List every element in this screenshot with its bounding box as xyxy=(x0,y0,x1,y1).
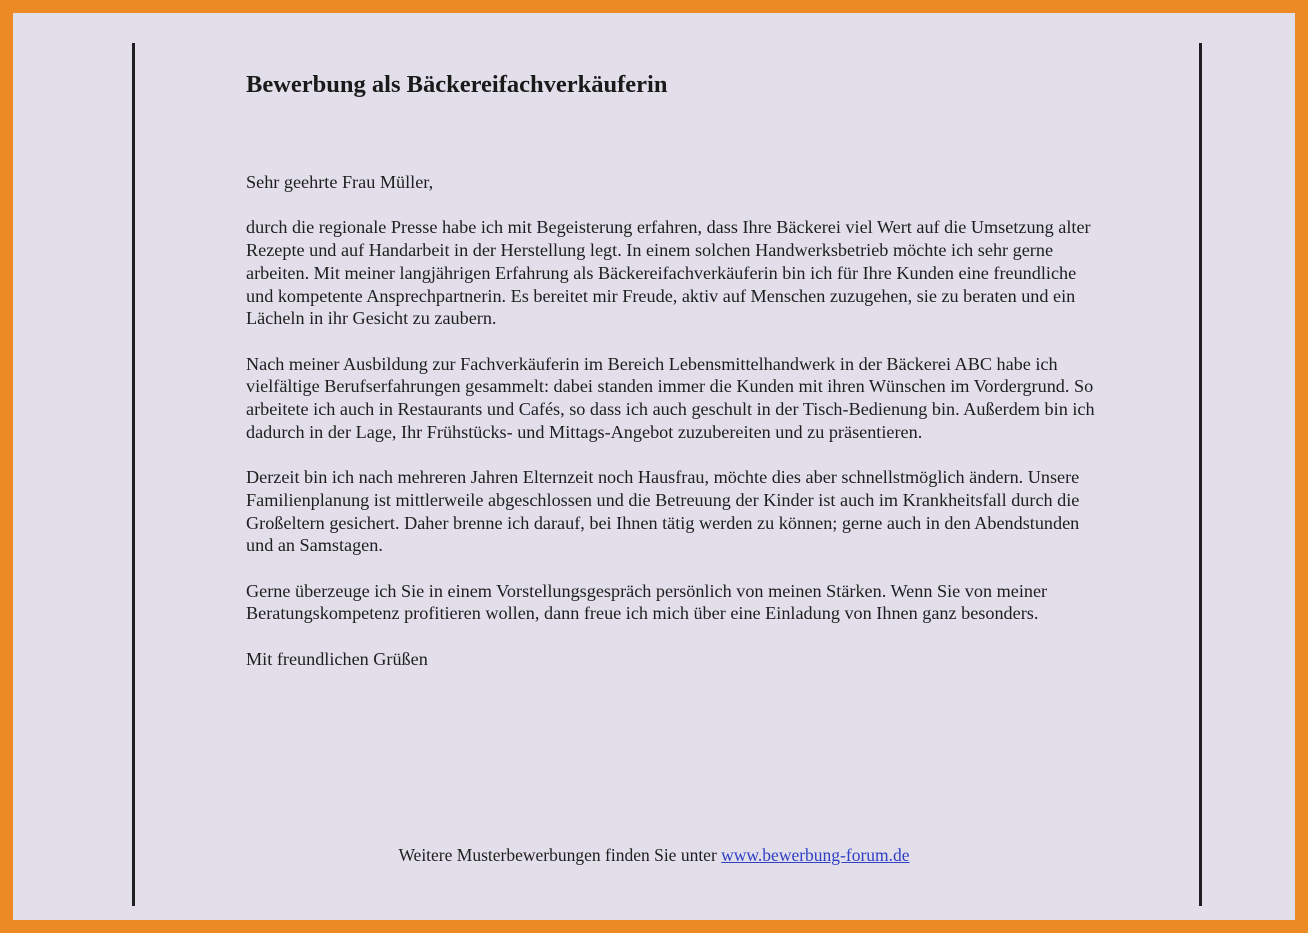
paragraph-1: durch die regionale Presse habe ich mit Begeisterung erfahren, dass Ihre Bäckerei viel Wert auf die Umsetzung alter Rezepte und auf Handarbeit in der Herstellung legt. In einem solchen Handwerksbetrieb möchte ich sehr gerne arbeiten. Mit meiner langjährigen Erfahrung als Bäckereifachverkäuferin bin ich für Ihre Kunden eine freundliche und kompetente Ansprechpartnerin. Es bereitet mir Freude, aktiv auf Menschen zuzugehen, sie zu beraten und ein Lächeln in ihr Gesicht zu zaubern. xyxy=(246,217,1091,329)
footer-text: Weitere Musterbewerbungen finden Sie unter xyxy=(398,845,722,865)
letter-body xyxy=(246,69,1096,670)
left-vertical-rule xyxy=(132,43,135,906)
footer-note xyxy=(0,844,1308,866)
paragraph-4: Gerne überzeuge ich Sie in einem Vorstellungsgespräch persönlich von meinen Stärken. Wenn Sie von meiner Beratungskompetenz profitieren wollen, dann freue ich mich über eine Einladung von Ihnen ganz besonders. xyxy=(246,580,1048,624)
right-vertical-rule xyxy=(1199,43,1202,906)
paragraph-2: Nach meiner Ausbildung zur Fachverkäuferin im Bereich Lebensmittelhandwerk in der Bäckerei ABC habe ich vielfältige Berufserfahrungen gesammelt: dabei standen immer die Kunden mit ihren Wünschen im Vordergrund. So arbeitete ich auch in Restaurants und Cafés, so dass ich auch geschult in der Tisch-Bedienung bin. Außerdem bin ich dadurch in der Lage, Ihr Frühstücks- und Mittags-Angebot zuzubereiten und zu präsentieren. xyxy=(246,353,1095,442)
salutation: Sehr geehrte Frau Müller, xyxy=(246,172,434,192)
paragraph-3: Derzeit bin ich nach mehreren Jahren Elternzeit noch Hausfrau, möchte dies aber schnellstmöglich ändern. Unsere Familienplanung ist mittlerweile abgeschlossen und die Betreuung der Kinder ist auch im Krankheitsfall durch die Großeltern gesichert. Daher brenne ich darauf, bei Ihnen tätig werden zu können; gerne auch in den Abendstunden und an Samstagen. xyxy=(246,467,1080,556)
letter-title: Bewerbung als Bäckereifachverkäuferin xyxy=(246,71,668,98)
closing: Mit freundlichen Grüßen xyxy=(246,648,428,669)
footer-link[interactable]: www.bewerbung-forum.de xyxy=(721,845,910,865)
